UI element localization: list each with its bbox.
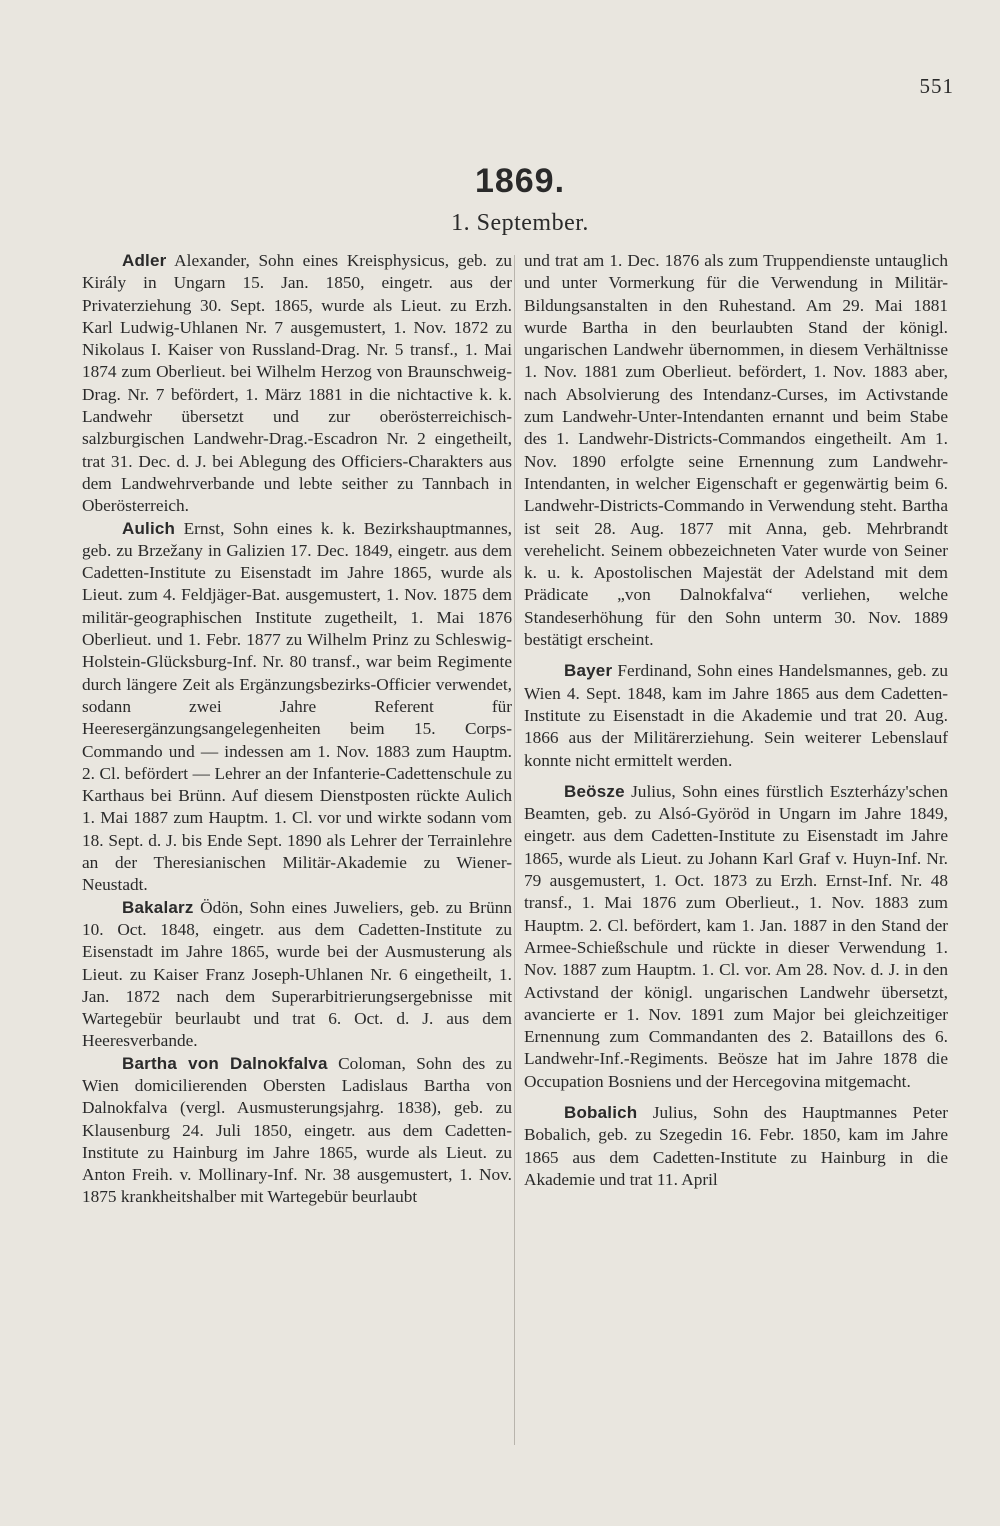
- entry-name: Bakalarz: [122, 897, 194, 917]
- entry-text: Julius, Sohn eines fürstlich Eszterházy'schen Beamten, geb. zu Alsó-Györöd in Ungarn im Jahre 1849, eingetr. aus dem Cadetten-Institute zu Eisenstadt im Jahre 1865, wurde als Lieut. zu Johann Karl Graf v. Huyn-Inf. Nr. 79 ausgemustert, 1. Oct. 1873 zu Erzh. Ernst-Inf. Nr. 48 transf., 1. Mai 1876 zum Oberlieut., 1. Nov. 1883 zum Hauptm. 2. Cl. befördert, kam 1. Jan. 1887 in den Stand der Armee-Schießschule und rückte in dieser Verwendung 1. Nov. 1887 zum Hauptm. 1. Cl. vor. Am 28. Nov. d. J. in den Activstand der königl. ungarischen Landwehr übersetzt, avancierte er 1. Nov. 1891 zum Major bei gleichzeitiger Ernennung zum Commandanten des 2. Bataillons des 6. Landwehr-Inf.-Regiments. Beösze hat im Jahre 1878 die Occupation Bosniens und der Hercegovina mitgemacht.: [524, 781, 948, 1091]
- entry-bartha: [82, 1053, 512, 1209]
- entry-name: Adler: [122, 251, 167, 270]
- date-heading: 1. September.: [451, 210, 589, 236]
- left-column: [82, 250, 512, 1209]
- entry-name: Bartha von Dalnokfalva: [122, 1053, 328, 1073]
- entry-name: Beösze: [564, 781, 625, 801]
- page-number: 551: [919, 74, 954, 98]
- entry-text: Ödön, Sohn eines Juweliers, geb. zu Brünn 10. Oct. 1848, eingetr. aus dem Cadetten-Institute zu Eisenstadt im Jahre 1865, wurde bei der Ausmusterung als Lieut. zu Kaiser Franz Joseph-Uhlanen Nr. 6 eingetheilt, 1. Jan. 1872 nach dem Superarbitrierungsergebnisse mit Wartegebür beurlaubt und trat 6. Oct. d. J. aus dem Heeresverbande.: [82, 897, 512, 1051]
- entry-text: Alexander, Sohn eines Kreisphysicus, geb. zu Király in Ungarn 15. Jan. 1850, eingetr. aus der Privaterziehung 30. Sept. 1865, wurde als Lieut. zu Erzh. Karl Ludwig-Uhlanen Nr. 7 ausgemustert, 1. Nov. 1872 zu Nikolaus I. Kaiser von Russland-Drag. Nr. 5 transf., 1. Mai 1874 zum Oberlieut. bei Wilhelm Herzog von Braunschweig-Drag. Nr. 7 befördert, 1. März 1881 in die nichtactive k. k. Landwehr übersetzt und zur oberösterreichisch-salzburgischen Landwehr-Drag.-Escadron Nr. 2 eingetheilt, trat 31. Dec. d. J. bei Ablegung des Officiers-Charakters aus dem Landwehrverbande und lebte seither zu Tannbach in Oberösterreich.: [82, 251, 512, 516]
- entry-bobalich: [524, 1102, 948, 1191]
- entry-aulich: [82, 518, 512, 897]
- entry-name: Bayer: [564, 661, 613, 681]
- entry-text: Ernst, Sohn eines k. k. Bezirkshauptmannes, geb. zu Brzežany in Galizien 17. Dec. 1849, eingetr. aus dem Cadetten-Institute zu Eisenstadt im Jahre 1865, wurde als Lieut. zum 4. Feldjäger-Bat. ausgemustert, 1. Nov. 1875 dem militär-geographischen Institute zugetheilt, 1. Mai 1876 Oberlieut. und 1. Febr. 1877 zu Wilhelm Prinz zu Schleswig-Holstein-Glücksburg-Inf. Nr. 80 transf., war beim Regimente durch längere Zeit als Ergänzungsbezirks-Officier verwendet, sodann zwei Jahre Referent für Heeresergänzungsangelegenheiten beim 15. Corps-Commando und — indessen am 1. Nov. 1883 zum Hauptm. 2. Cl. befördert — Lehrer an der Infanterie-Cadettenschule zu Karthaus bei Brünn. Auf diesem Dienstposten rückte Aulich 1. Mai 1887 zum Hauptm. 1. Cl. vor und wirkte sodann vom 18. Sept. d. J. bis Ende Sept. 1890 als Lehrer der Terrainlehre an der Theresianischen Militär-Akademie zu Wiener-Neustadt.: [82, 518, 512, 895]
- entry-text: Ferdinand, Sohn eines Handelsmannes, geb. zu Wien 4. Sept. 1848, kam im Jahre 1865 aus dem Cadetten-Institute zu Eisenstadt in die Akademie und trat 20. Aug. 1866 aus der Militärerziehung. Sein weiterer Lebenslauf konnte nicht ermittelt werden.: [524, 661, 948, 770]
- entry-text: Julius, Sohn des Hauptmannes Peter Bobalich, geb. zu Szegedin 16. Febr. 1850, kam im Jahre 1865 aus dem Cadetten-Institute zu Hainburg in die Akademie und trat 11. April: [524, 1102, 948, 1189]
- column-divider: [514, 255, 515, 1445]
- entry-text: Coloman, Sohn des zu Wien domicilierenden Obersten Ladislaus Bartha von Dalnokfalva (vergl. Ausmusterungsjahrg. 1838), geb. zu Klausenburg 24. Juli 1850, eingetr. aus dem Cadetten-Institute zu Hainburg im Jahre 1865, wurde als Lieut. zu Anton Freih. v. Mollinary-Inf. Nr. 38 ausgemustert, 1. Nov. 1875 krankheitshalber mit Wartegebür beurlaubt: [82, 1053, 513, 1207]
- entry-name: Aulich: [122, 518, 176, 538]
- entry-beosze: [524, 781, 948, 1093]
- year-heading: 1869.: [474, 162, 566, 200]
- entry-adler: [82, 250, 512, 518]
- entry-bakalarz: [82, 897, 512, 1053]
- entry-bartha-continued: [524, 250, 948, 651]
- entry-text: und trat am 1. Dec. 1876 als zum Truppendienste untauglich und unter Vormerkung für die Verwendung in Militär-Bildungsanstalten in den Ruhestand. Am 29. Mai 1881 wurde Bartha in den beurlaubten Stand der königl. ungarischen Landwehr übernommen, in diesem Verhältnisse 1. Nov. 1881 zum Oberlieut. befördert, 1. Nov. 1883 aber, nach Absolvierung des Intendanz-Curses, im Activstande zum Landwehr-Unter-Intendanten ernannt und beim Stabe des 1. Landwehr-Districts-Commandos eingetheilt. Am 1. Nov. 1890 erfolgte seine Ernennung zum Landwehr-Intendanten, in welcher Eigenschaft er gegenwärtig beim 6. Landwehr-Districts-Commando in Verwendung steht. Bartha ist seit 28. Aug. 1877 mit Anna, geb. Mehrbrandt verehelicht. Seinem obbezeichneten Vater wurde von Seiner k. u. k. Apostolischen Majestät der Adelstand mit dem Prädicate „von Dalnokfalva“ verliehen, welche Standeserhöhung für den Sohn unterm 30. Nov. 1889 bestätigt erscheint.: [524, 251, 948, 650]
- entry-bayer: [524, 660, 948, 771]
- right-column: [524, 250, 948, 1191]
- entry-name: Bobalich: [564, 1102, 638, 1122]
